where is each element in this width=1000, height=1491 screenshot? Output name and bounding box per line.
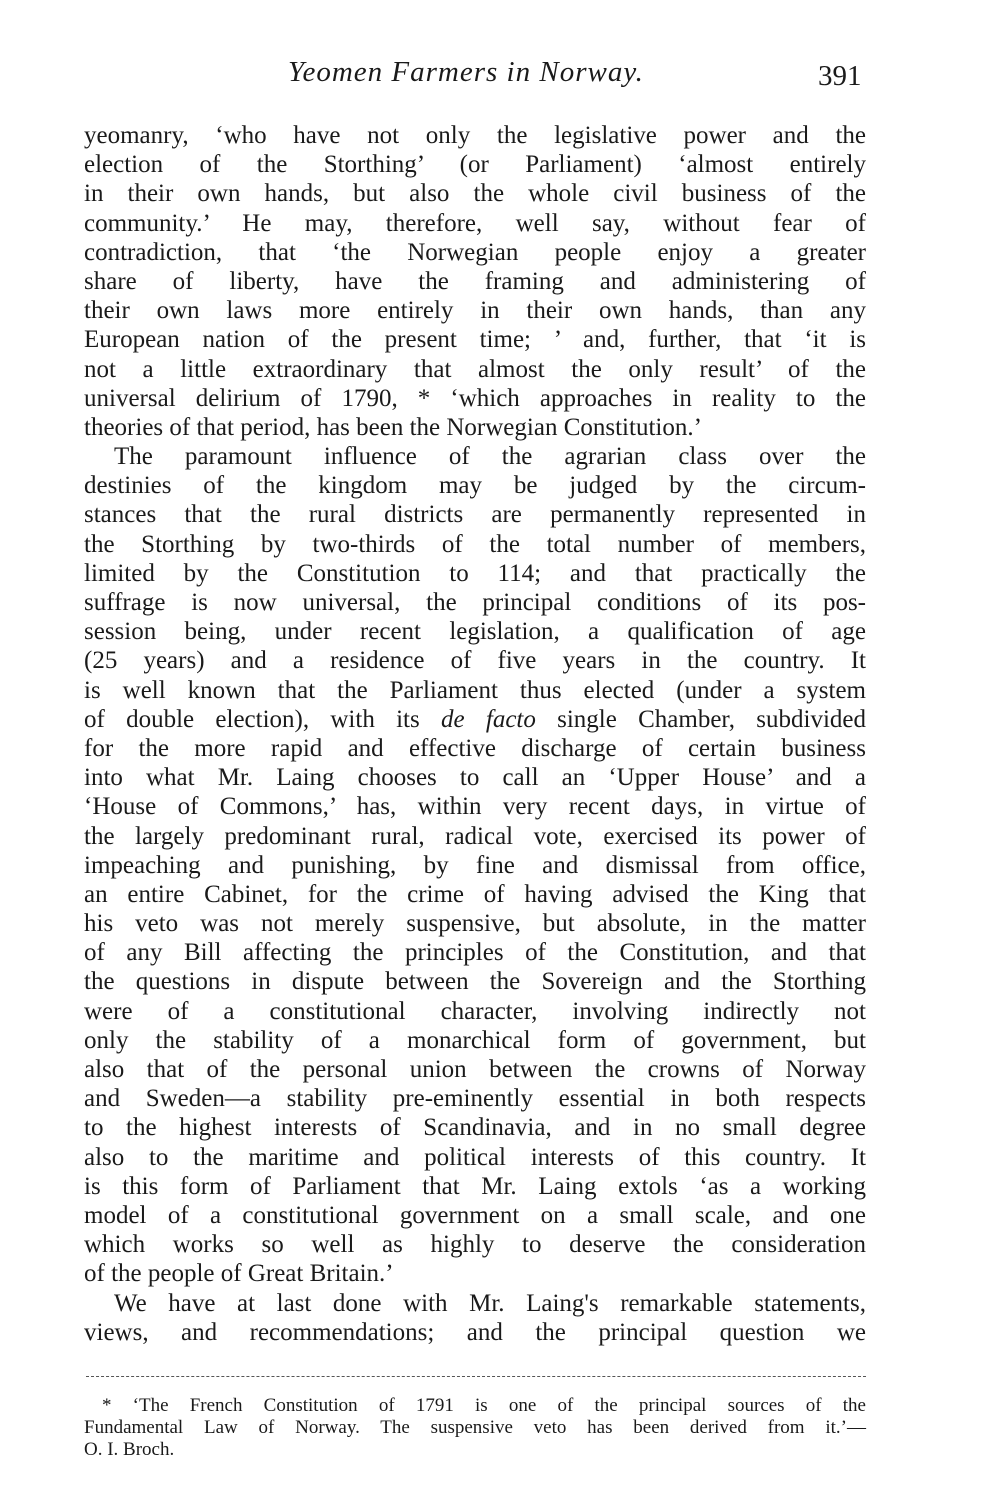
text-line: the Storthing by two-thirds of the total number of members, [84,530,866,558]
text-segment: of double election), with its [84,705,441,733]
text-line: his veto was not merely suspensive, but absolute, in the matter [84,910,866,938]
text-line: is this form of Parliament that Mr. Laing extols ‘as a working [84,1172,866,1200]
footnote-line: O. I. Broch. [84,1439,175,1460]
text-line: only the stability of a monarchical form of government, but [84,1026,866,1054]
text-line: of any Bill affecting the principles of the Constitution, and that [84,939,866,967]
text-line: not a little extraordinary that almost the only result’ of the [84,355,866,383]
text-line: European nation of the present time; ’ and, further, that ‘it is [84,326,866,354]
body-text [84,121,866,1347]
italic-phrase: de facto [441,705,536,733]
running-title: Yeomen Farmers in Norway. [288,56,644,88]
text-line: (25 years) and a residence of five years in the country. It [84,647,866,675]
text-line: ‘House of Commons,’ has, within very recent days, in virtue of [84,793,866,821]
text-line: suffrage is now universal, the principal conditions of its pos- [84,589,866,616]
text-line: share of liberty, have the framing and administering of [84,267,866,295]
text-line: election of the Storthing’ (or Parliament) ‘almost entirely [84,151,866,179]
footnote-divider [86,1376,866,1377]
text-line: of the people of Great Britain.’ [84,1260,394,1288]
text-line: model of a constitutional government on a small scale, and one [84,1201,866,1229]
text-line: contradiction, that ‘the Norwegian people enjoy a greater [84,238,866,266]
text-line: also that of the personal union between the crowns of Norway [84,1056,866,1083]
text-line: destinies of the kingdom may be judged by the circum- [84,472,866,500]
text-line: an entire Cabinet, for the crime of having advised the King that [84,880,866,908]
text-line: which works so well as highly to deserve the consideration [84,1231,866,1259]
text-line: stances that the rural districts are permanently represented in [84,501,866,529]
text-line: their own laws more entirely in their own hands, than any [84,297,866,325]
text-segment: single Chamber, subdivided [535,705,866,733]
text-line: in their own hands, but also the whole civil business of the [84,180,866,208]
text-line: theories of that period, has been the Norwegian Constitution.’ [84,413,702,441]
text-line: the questions in dispute between the Sovereign and the Storthing [84,968,866,996]
text-line-with-italic [84,705,866,734]
text-line: and Sweden—a stability pre-eminently essential in both respects [84,1085,866,1113]
text-line: limited by the Constitution to 114; and that practically the [84,559,866,587]
text-line: were of a constitutional character, involving indirectly not [84,997,866,1025]
text-line: also to the maritime and political interests of this country. It [84,1143,866,1171]
text-line: session being, under recent legislation, a qualification of age [84,618,866,646]
footnote [84,1395,866,1461]
footnote-line: * ‘The French Constitution of 1791 is one of the principal sources of the [102,1395,866,1416]
text-line: universal delirium of 1790, * ‘which approaches in reality to the [84,384,866,412]
text-line: for the more rapid and effective discharge of certain business [84,734,866,762]
text-line: views, and recommendations; and the principal question we [84,1318,866,1346]
text-line: We have at last done with Mr. Laing's remarkable statements, [114,1289,866,1317]
text-line: to the highest interests of Scandinavia, and in no small degree [84,1114,866,1142]
text-line: the largely predominant rural, radical vote, exercised its power of [84,822,866,850]
text-line: The paramount influence of the agrarian class over the [114,443,866,471]
page-number: 391 [818,60,862,92]
text-line: yeomanry, ‘who have not only the legislative power and the [84,122,866,149]
text-line: into what Mr. Laing chooses to call an ‘Upper House’ and a [84,764,866,792]
text-line: community.’ He may, therefore, well say, without fear of [84,209,866,237]
text-line: is well known that the Parliament thus elected (under a system [84,676,866,704]
text-line: impeaching and punishing, by fine and dismissal from office, [84,851,866,879]
footnote-line: Fundamental Law of Norway. The suspensive veto has been derived from it.’— [84,1417,866,1438]
